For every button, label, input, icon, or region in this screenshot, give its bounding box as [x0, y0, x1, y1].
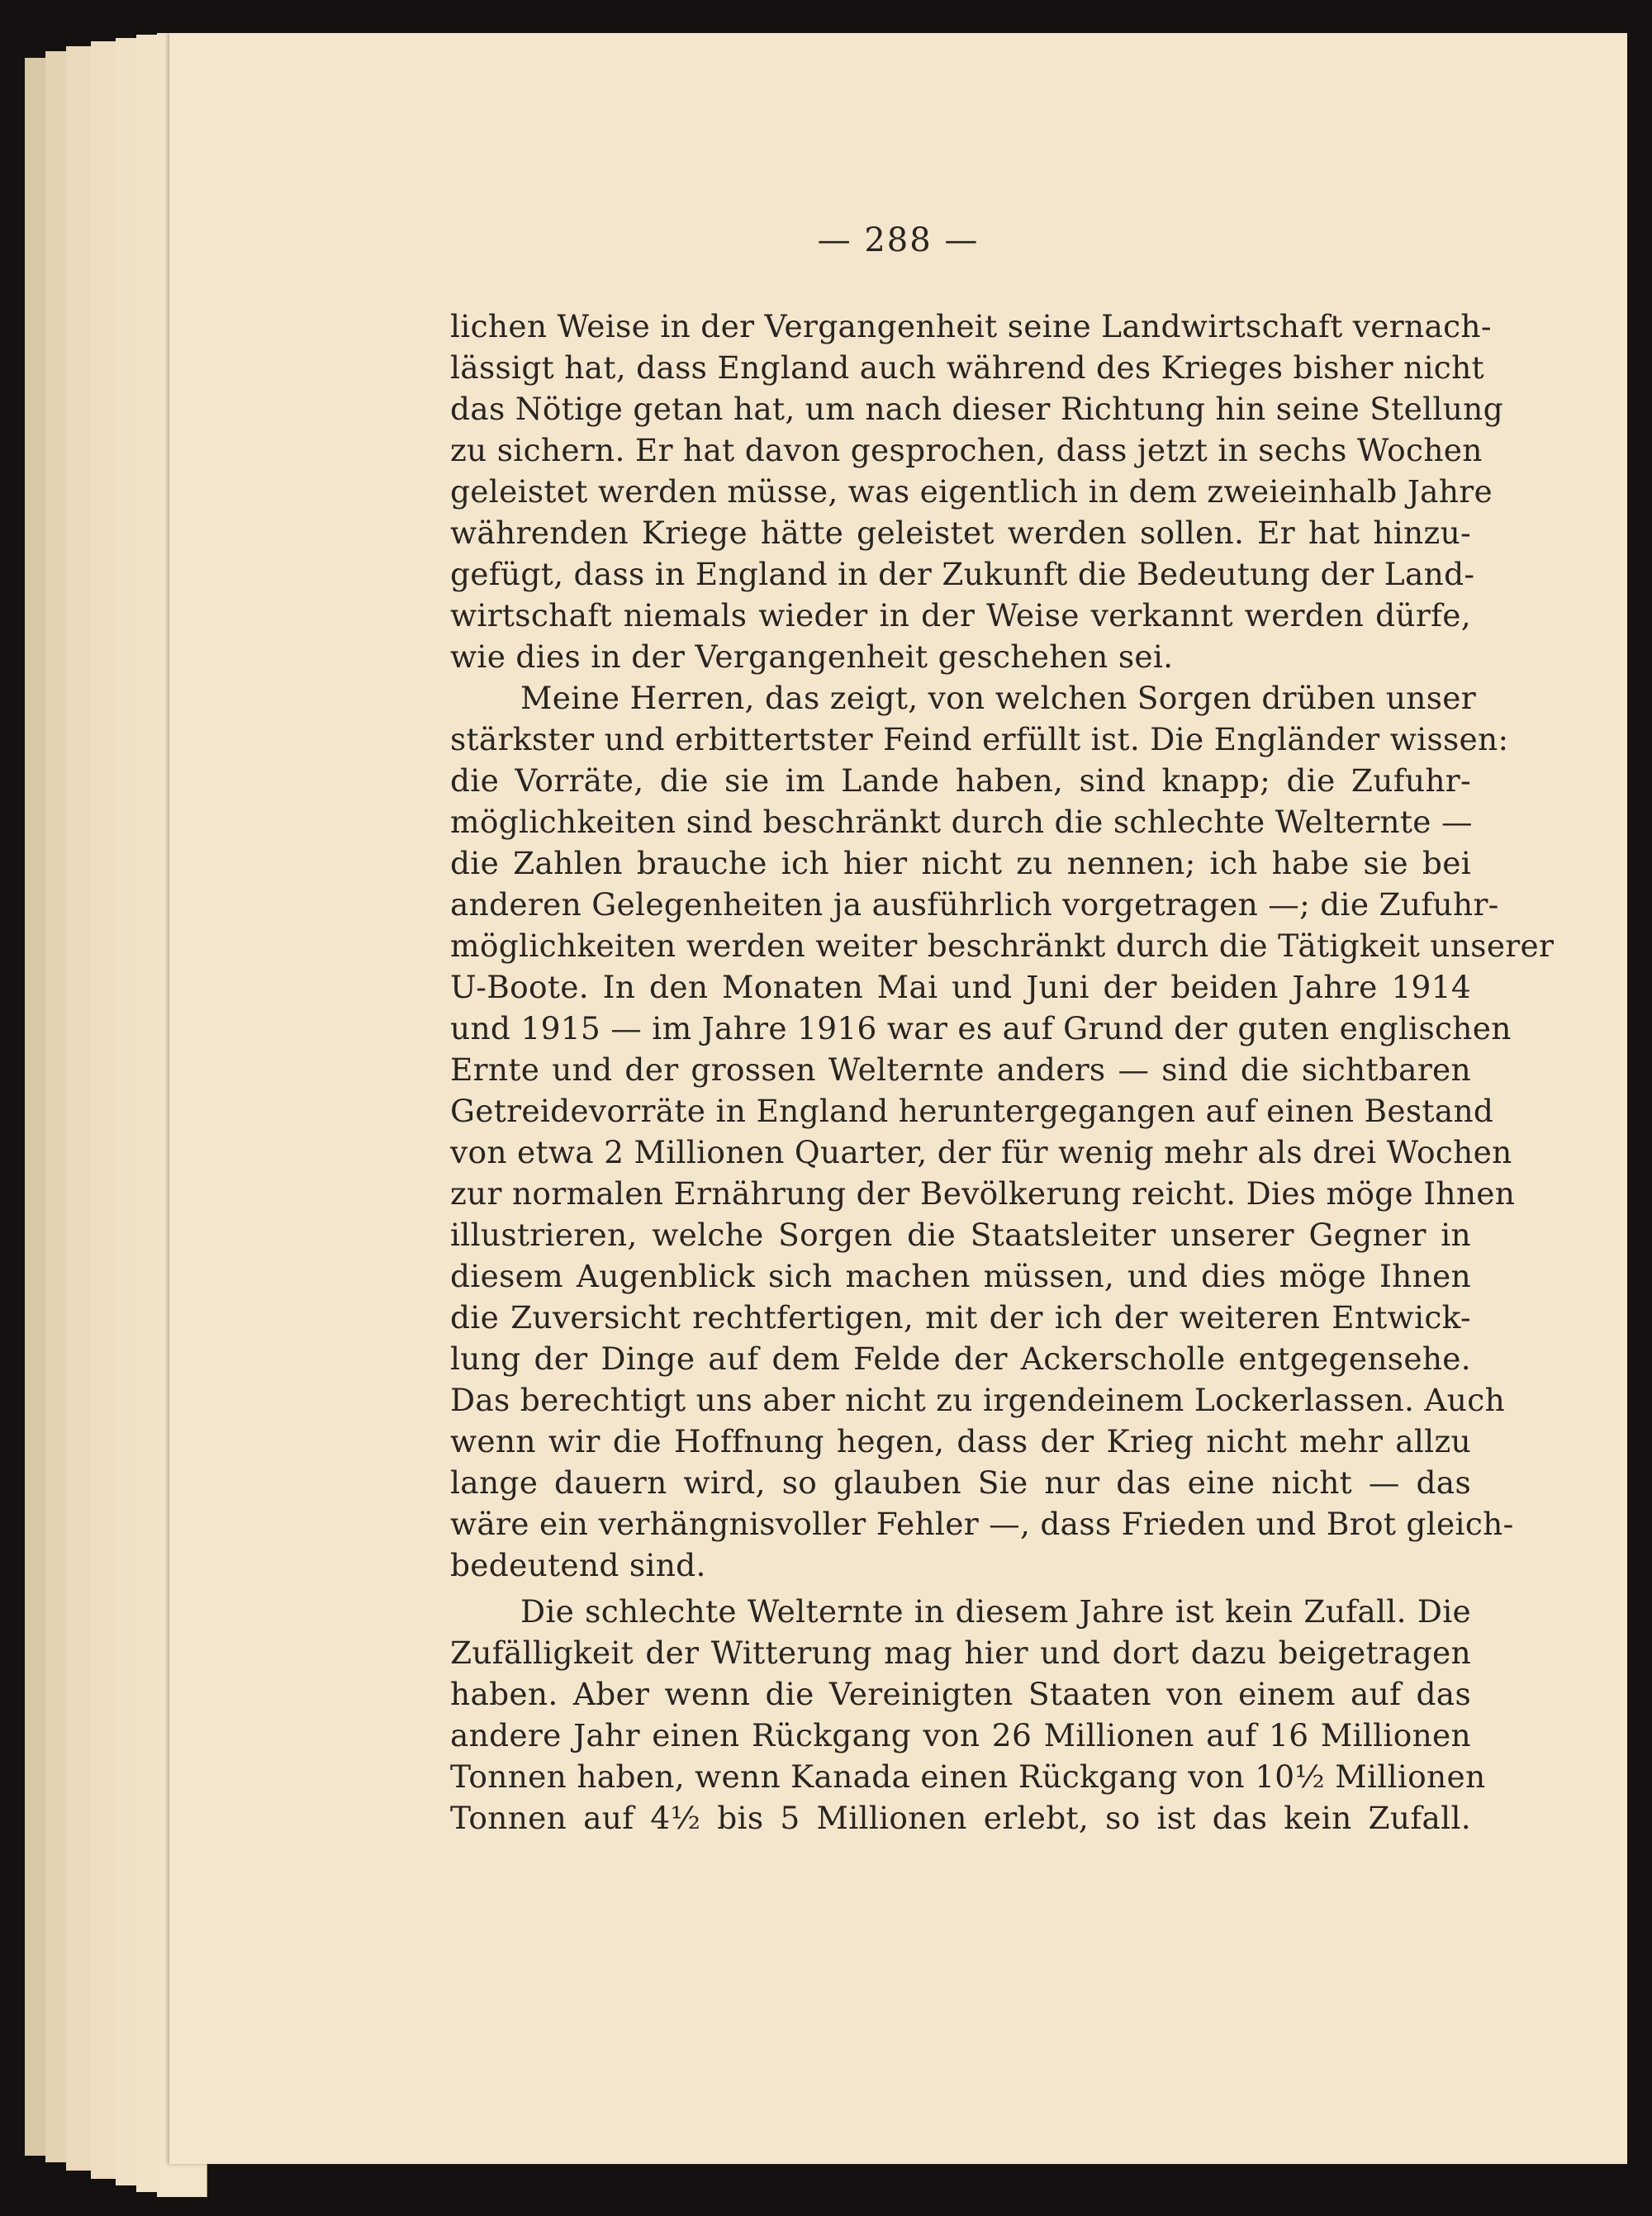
text-line: Getreidevorräte in England heruntergegangen auf einen Bestand — [450, 1093, 1494, 1129]
text-line: die Vorräte, die sie im Lande haben, sind knapp; die Zufuhr- — [450, 762, 1471, 799]
text-line: lange dauern wird, so glauben Sie nur das eine nicht — das — [450, 1464, 1471, 1501]
text-line: währenden Kriege hätte geleistet werden sollen. Er hat hinzu- — [450, 515, 1471, 551]
text-line: gefügt, dass in England in der Zukunft die Bedeutung der Land- — [450, 556, 1475, 592]
text-line: bedeutend sind. — [450, 1547, 706, 1583]
text-line: die Zahlen brauche ich hier nicht zu nennen; ich habe sie bei — [450, 845, 1471, 881]
text-line: die Zuversicht rechtfertigen, mit der ich der weiteren Entwick- — [450, 1299, 1471, 1336]
text-line: wäre ein verhängnisvoller Fehler —, dass Frieden und Brot gleich- — [450, 1506, 1514, 1542]
text-line: Ernte und der grossen Welternte anders — sind die sichtbaren — [450, 1051, 1471, 1088]
text-line: Tonnen auf 4½ bis 5 Millionen erlebt, so ist das kein Zufall. — [450, 1800, 1471, 1836]
text-line: geleistet werden müsse, was eigentlich in dem zweieinhalb Jahre — [450, 473, 1493, 510]
text-line: U-Boote. In den Monaten Mai und Juni der beiden Jahre 1914 — [450, 969, 1471, 1005]
text-line: zur normalen Ernährung der Bevölkerung reicht. Dies möge Ihnen — [450, 1175, 1516, 1212]
text-line: von etwa 2 Millionen Quarter, der für wenig mehr als drei Wochen — [450, 1134, 1512, 1170]
text-line: Meine Herren, das zeigt, von welchen Sorgen drüben unser — [520, 680, 1476, 716]
text-line: Tonnen haben, wenn Kanada einen Rückgang von 10½ Millionen — [450, 1758, 1486, 1795]
text-line: zu sichern. Er hat davon gesprochen, dass jetzt in sechs Wochen — [450, 432, 1483, 468]
text-line: haben. Aber wenn die Vereinigten Staaten von einem auf das — [450, 1676, 1471, 1712]
text-line: anderen Gelegenheiten ja ausführlich vorgetragen —; die Zufuhr- — [450, 886, 1499, 923]
text-line: wenn wir die Hoffnung hegen, dass der Krieg nicht mehr allzu — [450, 1423, 1471, 1459]
text-line: stärkster und erbittertster Feind erfüllt ist. Die Engländer wissen: — [450, 721, 1509, 757]
text-line: lässigt hat, dass England auch während des Krieges bisher nicht — [450, 349, 1484, 386]
text-line: Die schlechte Welternte in diesem Jahre ist kein Zufall. Die — [520, 1593, 1471, 1630]
text-line: möglichkeiten werden weiter beschränkt durch die Tätigkeit unserer — [450, 928, 1555, 964]
text-line: möglichkeiten sind beschränkt durch die schlechte Welternte — — [450, 804, 1473, 840]
text-line: Das berechtigt uns aber nicht zu irgendeinem Lockerlassen. Auch — [450, 1382, 1506, 1418]
text-line: Zufälligkeit der Witterung mag hier und dort dazu beigetragen — [450, 1635, 1471, 1671]
page-number: — 288 — — [817, 221, 980, 259]
text-line: wie dies in der Vergangenheit geschehen sei. — [450, 638, 1174, 675]
page — [169, 33, 1627, 2164]
text-line: das Nötige getan hat, um nach dieser Richtung hin seine Stellung — [450, 391, 1503, 427]
text-line: andere Jahr einen Rückgang von 26 Millionen auf 16 Millionen — [450, 1717, 1471, 1753]
text-line: lung der Dinge auf dem Felde der Ackerscholle entgegensehe. — [450, 1341, 1471, 1377]
text-line: illustrieren, welche Sorgen die Staatsleiter unserer Gegner in — [450, 1217, 1471, 1253]
text-line: und 1915 — im Jahre 1916 war es auf Grund der guten englischen — [450, 1010, 1512, 1046]
text-line: lichen Weise in der Vergangenheit seine Landwirtschaft vernach- — [450, 308, 1492, 344]
text-line: wirtschaft niemals wieder in der Weise verkannt werden dürfe, — [450, 597, 1471, 633]
text-line: diesem Augenblick sich machen müssen, und dies möge Ihnen — [450, 1258, 1471, 1294]
body-text — [450, 306, 1555, 1839]
